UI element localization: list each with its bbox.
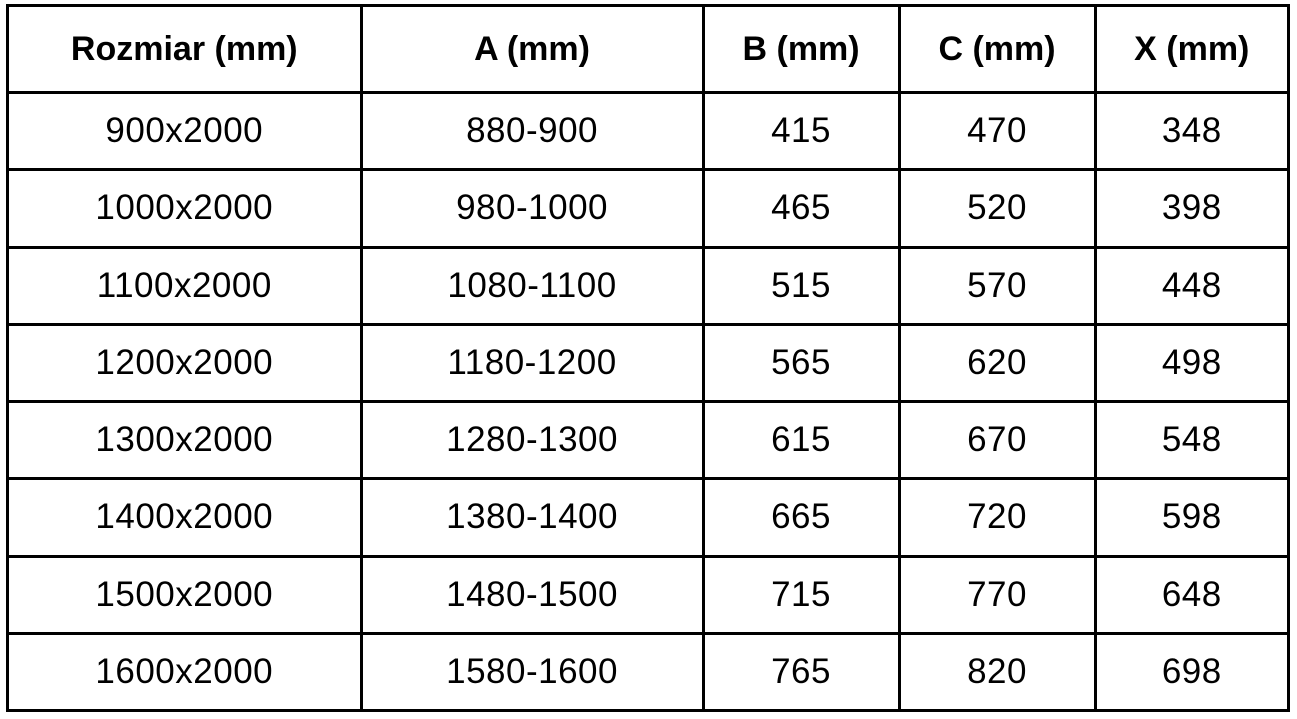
cell-rozmiar: 1600x2000 [8, 633, 362, 710]
table-row [8, 170, 1289, 247]
cell-c: 770 [899, 556, 1095, 633]
cell-a: 1480-1500 [361, 556, 703, 633]
table-row [8, 402, 1289, 479]
cell-a: 1180-1200 [361, 324, 703, 401]
table-row [8, 479, 1289, 556]
size-spec-table [6, 4, 1290, 712]
cell-x: 648 [1095, 556, 1288, 633]
cell-x: 598 [1095, 479, 1288, 556]
cell-c: 670 [899, 402, 1095, 479]
column-header-a: A (mm) [361, 6, 703, 93]
cell-rozmiar: 1300x2000 [8, 402, 362, 479]
column-header-rozmiar: Rozmiar (mm) [8, 6, 362, 93]
cell-a: 1580-1600 [361, 633, 703, 710]
column-header-c: C (mm) [899, 6, 1095, 93]
cell-c: 520 [899, 170, 1095, 247]
cell-rozmiar: 1400x2000 [8, 479, 362, 556]
cell-a: 1280-1300 [361, 402, 703, 479]
cell-rozmiar: 1200x2000 [8, 324, 362, 401]
cell-a: 980-1000 [361, 170, 703, 247]
cell-c: 570 [899, 247, 1095, 324]
cell-x: 698 [1095, 633, 1288, 710]
cell-x: 498 [1095, 324, 1288, 401]
cell-b: 715 [703, 556, 899, 633]
table-row [8, 633, 1289, 710]
cell-rozmiar: 1000x2000 [8, 170, 362, 247]
cell-x: 548 [1095, 402, 1288, 479]
cell-a: 1080-1100 [361, 247, 703, 324]
cell-c: 470 [899, 93, 1095, 170]
cell-b: 615 [703, 402, 899, 479]
cell-c: 620 [899, 324, 1095, 401]
cell-b: 515 [703, 247, 899, 324]
table-row [8, 324, 1289, 401]
header-row [8, 6, 1289, 93]
cell-b: 565 [703, 324, 899, 401]
cell-b: 665 [703, 479, 899, 556]
table-row [8, 93, 1289, 170]
table-row [8, 556, 1289, 633]
column-header-x: X (mm) [1095, 6, 1288, 93]
cell-rozmiar: 900x2000 [8, 93, 362, 170]
cell-x: 398 [1095, 170, 1288, 247]
cell-c: 820 [899, 633, 1095, 710]
cell-x: 348 [1095, 93, 1288, 170]
cell-b: 415 [703, 93, 899, 170]
cell-a: 1380-1400 [361, 479, 703, 556]
cell-rozmiar: 1100x2000 [8, 247, 362, 324]
table-row [8, 247, 1289, 324]
cell-a: 880-900 [361, 93, 703, 170]
cell-b: 765 [703, 633, 899, 710]
cell-b: 465 [703, 170, 899, 247]
cell-rozmiar: 1500x2000 [8, 556, 362, 633]
cell-x: 448 [1095, 247, 1288, 324]
column-header-b: B (mm) [703, 6, 899, 93]
cell-c: 720 [899, 479, 1095, 556]
